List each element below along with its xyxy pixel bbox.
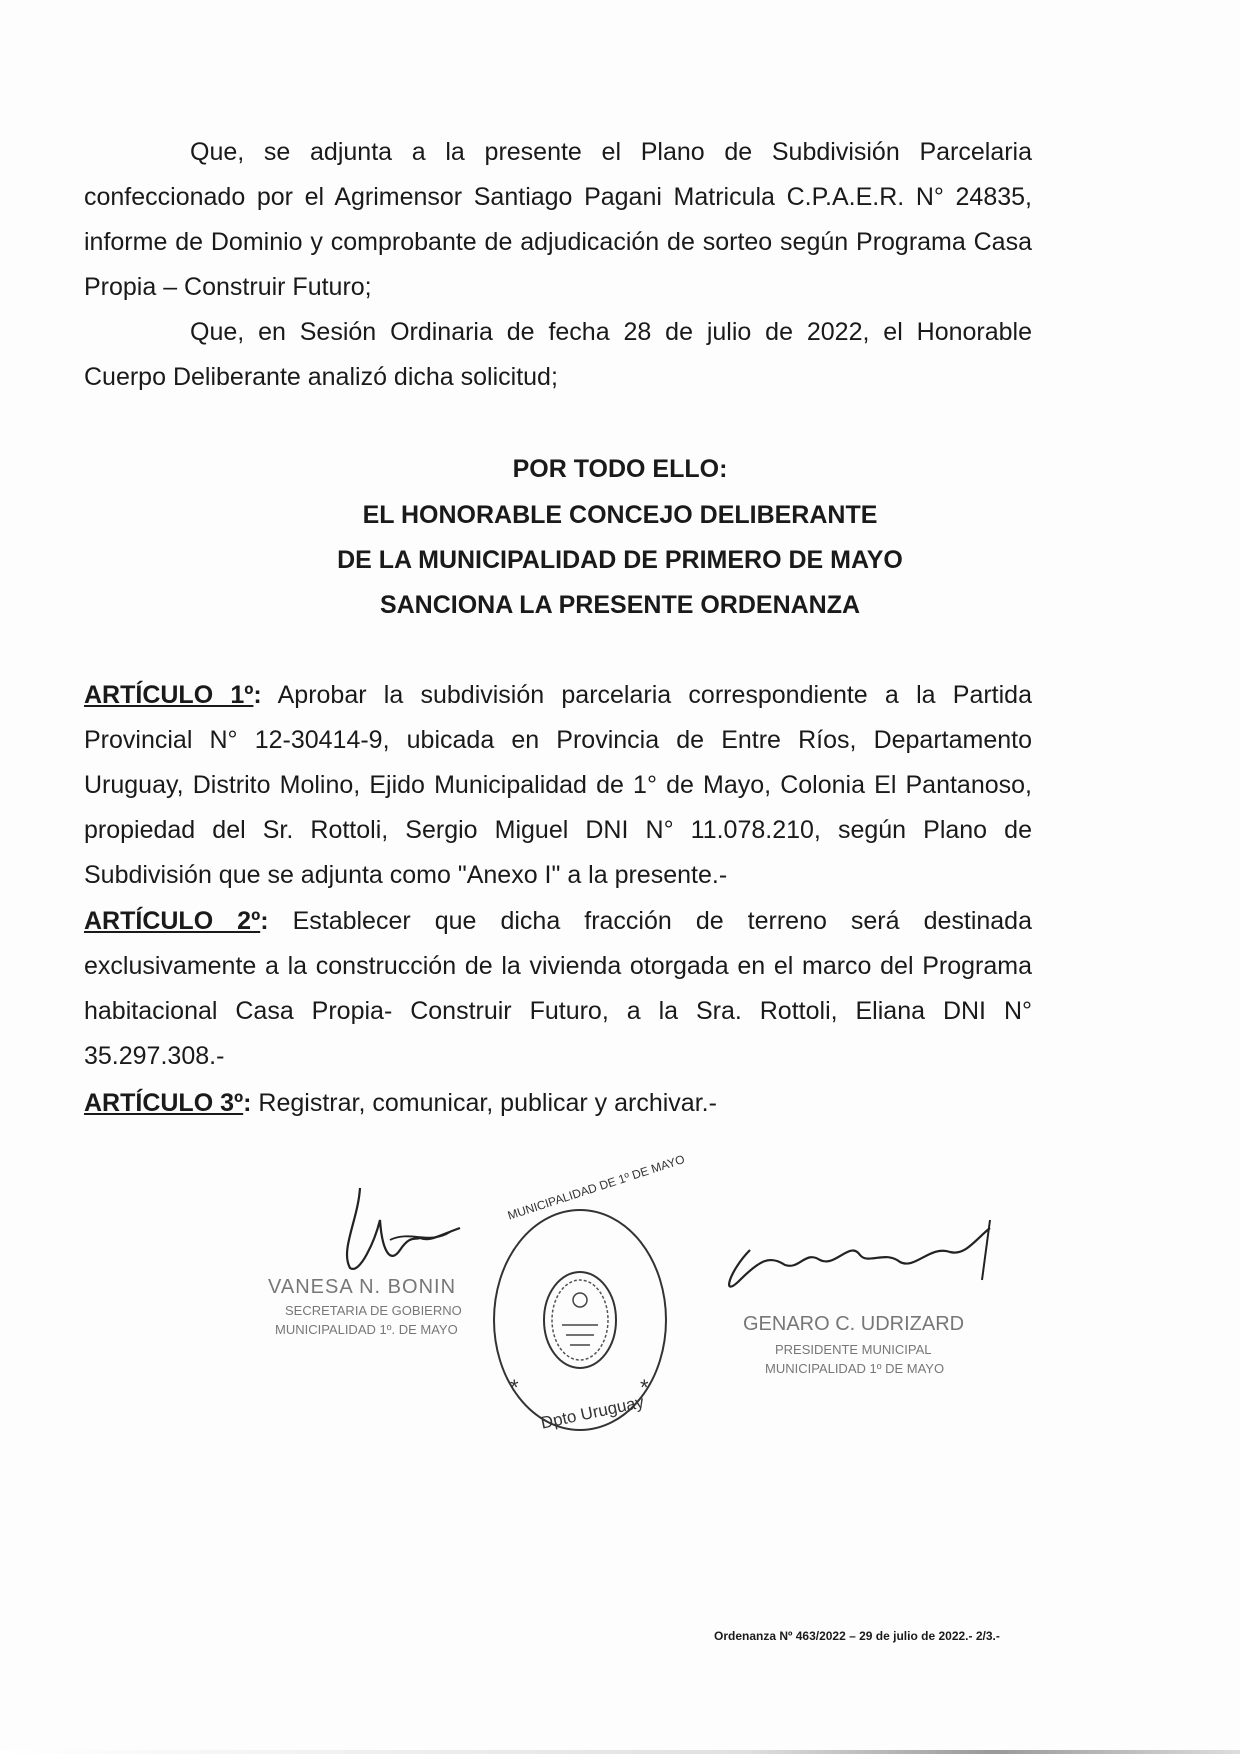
article-1-label: ARTÍCULO 1º (84, 681, 254, 709)
article-3: ARTÍCULO 3º: Registrar, comunicar, publicar y archivar.- (84, 1089, 717, 1117)
article-3-text: Registrar, comunicar, publicar y archivar.- (258, 1089, 717, 1117)
signature-right-org: MUNICIPALIDAD 1º DE MAYO (765, 1361, 945, 1376)
signature-left-name: VANESA N. BONIN (268, 1276, 457, 1298)
heading-sanciona: SANCIONA LA PRESENTE ORDENANZA (379, 591, 861, 619)
municipal-seal (490, 1152, 687, 1435)
article-2: ARTÍCULO 2º: Establecer que dicha fracción de terreno será destinada exclusivamente a la construcción de la vivienda otorgada en el marco del Programa habitacional Casa Propia- Construir Futuro, a la Sra. Rottoli, Eliana DNI N° 35.297.308.- (84, 907, 1032, 1070)
signature-left-org: MUNICIPALIDAD 1º. DE MAYO (275, 1322, 458, 1337)
article-2-text: Establecer que dicha fracción de terreno será destinada exclusivamente a la construcción de la vivienda otorgada en el marco del Programa habitacional Casa Propia- Construir Futuro, a la Sra. Rottoli, Eliana DNI N° 35.297.308.- (84, 907, 1032, 1070)
article-2-label: ARTÍCULO 2º (84, 907, 261, 935)
preamble-paragraph-2: Que, en Sesión Ordinaria de fecha 28 de julio de 2022, el Honorable Cuerpo Deliberante analizó dicha solicitud; (84, 318, 1032, 391)
heading-municipalidad: DE LA MUNICIPALIDAD DE PRIMERO DE MAYO (337, 546, 903, 574)
footer-ordinance-reference: Ordenanza Nº 463/2022 – 29 de julio de 2022.- 2/3.- (714, 1629, 1000, 1643)
heading-por-todo-ello: POR TODO ELLO: (512, 455, 728, 483)
article-1: ARTÍCULO 1º: Aprobar la subdivisión parcelaria correspondiente a la Partida Provincial N° 12-30414-9, ubicada en Provincia de Entre Ríos, Departamento Uruguay, Distrito Molino, Ejido Municipalidad de 1° de Mayo, Colonia El Pantanoso, propiedad del Sr. Rottoli, Sergio Miguel DNI N° 11.078.210, según Plano de Subdivisión que se adjunta como "Anexo I" a la presente.- (84, 681, 1032, 889)
preamble-paragraph-1: Que, se adjunta a la presente el Plano de Subdivisión Parcelaria confeccionado por el Agrimensor Santiago Pagani Matricula C.P.A.E.R. N° 24835, informe de Dominio y comprobante de adjudicación de sorteo según Programa Casa Propia – Construir Futuro; (84, 138, 1032, 301)
article-3-label: ARTÍCULO 3º (84, 1089, 244, 1117)
svg-text:*: * (640, 1375, 649, 1400)
seal-text-top: MUNICIPALIDAD DE 1º DE MAYO (505, 1152, 687, 1223)
article-1-text: Aprobar la subdivisión parcelaria correspondiente a la Partida Provincial N° 12-30414-9, ubicada en Provincia de Entre Ríos, Departamento Uruguay, Distrito Molino, Ejido Municipalidad de 1° de Mayo, Colonia El Pantanoso, propiedad del Sr. Rottoli, Sergio Miguel DNI N° 11.078.210, según Plano de Subdivisión que se adjunta como "Anexo I" a la presente.- (84, 681, 1032, 889)
scan-edge-line (0, 1750, 1240, 1754)
signature-left-title: SECRETARIA DE GOBIERNO (285, 1303, 462, 1318)
signature-right-title: PRESIDENTE MUNICIPAL (775, 1342, 932, 1357)
signature-left-handwriting (320, 1180, 490, 1280)
signature-right-handwriting (690, 1210, 1010, 1320)
svg-text:*: * (510, 1375, 519, 1400)
heading-concejo: EL HONORABLE CONCEJO DELIBERANTE (362, 501, 878, 529)
signature-right-name: GENARO C. UDRIZARD (743, 1313, 965, 1335)
seal-text-bottom: Dpto Uruguay (539, 1392, 646, 1433)
